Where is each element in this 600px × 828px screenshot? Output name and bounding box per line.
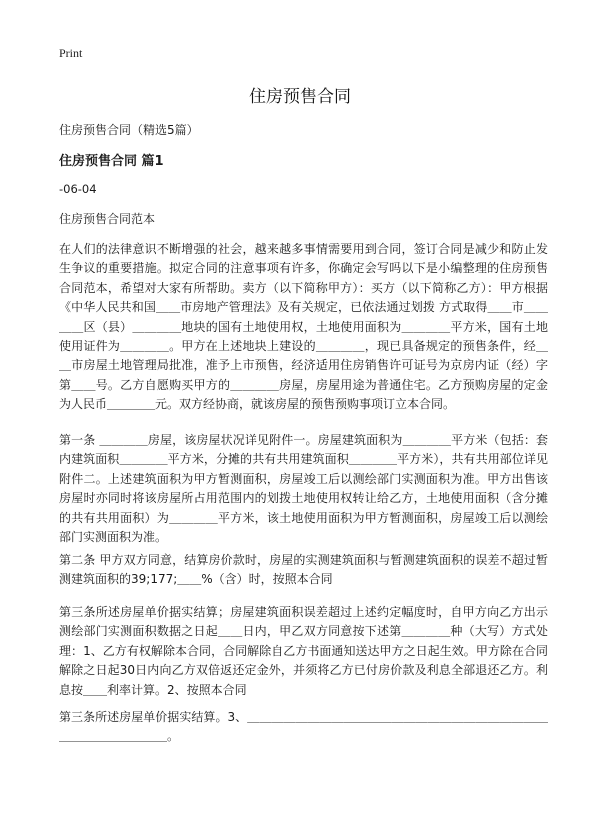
document-subtitle: 住房预售合同（精选5篇） (59, 123, 199, 137)
document-title: 住房预售合同 (249, 87, 351, 107)
paragraph-intro: 在人们的法律意识不断增强的社会，越来越多事情需要用到合同，签订合同是减少和防止发生争议的重要措施。拟定合同的注意事项有许多，你确定会写吗以下是小编整理的住房预售合同范本，希望对大家有所帮助。卖方（以下简称甲方）：买方（以下简称乙方）：甲方根据《中华人民共和国＿＿市房地产管理法》及有关规定，已依法通过划拨 方式取得＿＿市＿＿＿＿区（县）＿＿＿＿地块的国有土地使用权，土地使用面积为＿＿＿＿平方米，国有土地使用证件为＿＿＿＿。甲方在上述地块上建设的＿＿＿＿，现已具备规定的预售条件，经＿＿市房屋土地管理局批准，准予上市预售，经济适用住房销售许可证号为京房内证（经）字第＿＿号。乙方自愿购买甲方的＿＿＿＿房屋，房屋用途为普通住宅。乙方预购房屋的定金为人民币＿＿＿＿元。双方经协商，就该房屋的预售预购事项订立本合同。 (59, 242, 548, 412)
paragraph-article-2: 第二条 甲方双方同意，结算房价款时，房屋的实测建筑面积与暂测建筑面积的误差不超过暂测建筑面积的39;177;＿＿%（含）时，按照本合同 (59, 553, 548, 587)
paragraph-article-3-cont: 第三条所述房屋单价据实结算。3、＿＿＿＿＿＿＿＿＿＿＿＿＿＿＿＿＿＿＿＿＿＿＿＿＿＿＿＿＿＿＿＿＿＿。 (59, 710, 548, 744)
document-label: 住房预售合同范本 (59, 212, 156, 226)
paragraph-article-1: 第一条 ＿＿＿＿房屋，该房屋状况详见附件一。房屋建筑面积为＿＿＿＿平方米（包括：套内建筑面积＿＿＿＿平方米，分摊的共有共用建筑面积＿＿＿＿平方米），共有共用部位详见附件二。上述建筑面积为甲方暂测面积，房屋竣工后以测绘部门实测面积为准。甲方出售该房屋时亦同时将该房屋所占用范围内的划拨土地使用权转让给乙方，土地使用面积（含分摊的共有共用面积）为＿＿＿＿平方米，该土地使用面积为甲方暂测面积，房屋竣工后以测绘部门实测面积为准。 (59, 433, 548, 545)
paragraph-article-3: 第三条所述房屋单价据实结算；房屋建筑面积误差超过上述约定幅度时，自甲方向乙方出示测绘部门实测面积数据之日起＿＿日内，甲乙双方同意按下述第＿＿＿＿种（大写）方式处理：1、乙方有权解除本合同，合同解除自乙方书面通知送达甲方之日起生效。甲方除在合同解除之日起30日内向乙方双倍返还定金外，并须将乙方已付房价款及利息全部退还乙方。利息按＿＿利率计算。2、按照本合同 (59, 605, 548, 697)
print-link[interactable]: Print (59, 46, 83, 60)
document-date: -06-04 (59, 182, 97, 196)
section-heading: 住房预售合同 篇1 (59, 154, 164, 169)
